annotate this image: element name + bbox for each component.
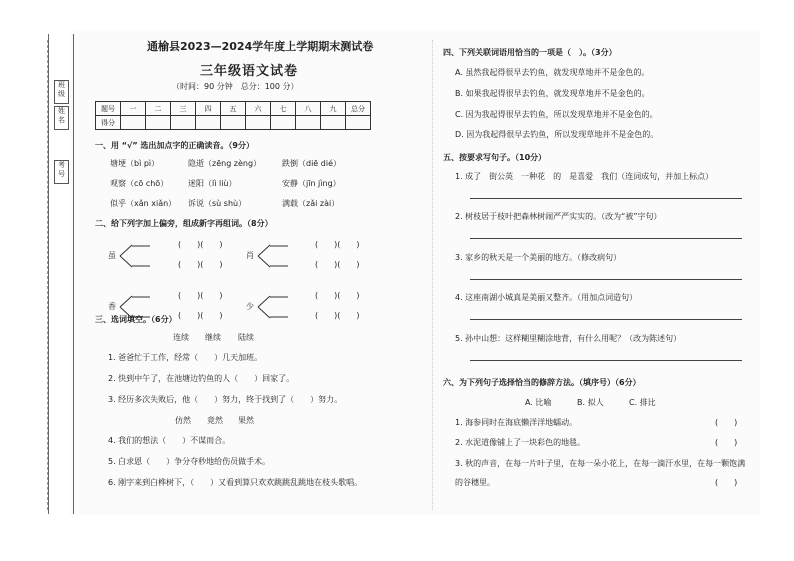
rhetoric-question: 3. 秋的声音，在每一片叶子里，在每一朵小花上，在每一滴汗水里，在每一颗饱满 [455,459,746,468]
score-blank[interactable] [296,116,321,130]
answer-paren[interactable]: ( ) [715,418,738,427]
radical-char: 少 [246,302,254,311]
word-blank[interactable]: ( )( ) [178,240,223,249]
score-table-header-row [96,102,371,116]
choice-option[interactable]: B. 如果我起得很早去钓鱼，就发现草地并不是金色的。 [455,89,650,98]
score-blank[interactable] [171,116,196,130]
pinyin-item[interactable]: 跌倒（diē dié） [282,159,341,168]
score-blank[interactable] [146,116,171,130]
choice-option[interactable]: C. 因为我起得很早去钓鱼，所以发现草地并不是金色的。 [455,110,658,119]
section-4-title: 四、下列关联词语用恰当的一项是（ ）。（3分） [443,48,617,57]
fill-question[interactable]: 3. 经历多次失败后，他（ ）努力，终于找到了（ ）努力。 [108,395,343,404]
section-2-title: 二、给下列字加上偏旁，组成新字再组词。（8分） [95,219,273,228]
score-blank[interactable] [196,116,221,130]
score-cell: 得分 [96,116,121,130]
word-option: 仿然 [175,416,191,425]
score-cell: 一 [121,102,146,116]
fill-question[interactable]: 5. 白求恩（ ）争分夺秒地给伤员做手术。 [108,457,271,466]
pinyin-item[interactable]: 迷阳（lì liù） [188,179,237,188]
score-blank[interactable] [271,116,296,130]
pinyin-item[interactable]: 似乎（xǎn xiǎn） [110,199,177,208]
radical-char: 肖 [246,251,254,260]
score-cell: 三 [171,102,196,116]
word-blank[interactable]: ( )( ) [315,291,360,300]
rewrite-question: 2. 树枝居于枝叶把森林树闹严严实实的。（改为“被”字句） [455,212,662,221]
binding-label-class: 班级 [54,80,69,104]
score-blank[interactable] [221,116,246,130]
radical-char: 虽 [108,251,116,260]
fill-question[interactable]: 4. 我们的想法（ ）不谋而合。 [108,436,231,445]
binding-label-number: 考号 [54,160,69,184]
score-cell: 七 [271,102,296,116]
radical-char: 香 [108,302,116,311]
rewrite-question: 3. 家乡的秋天是一个美丽的地方。（修改病句） [455,253,622,262]
word-blank[interactable]: ( )( ) [178,291,223,300]
section-6-title: 六、为下列句子选择恰当的修辞方法。（填序号）（6分） [443,378,641,387]
rhetoric-question: 1. 海参同时在海底懒洋洋地蠕动。 [455,418,578,427]
word-option: 继续 [205,333,221,342]
answer-line[interactable] [470,238,742,239]
exam-subtitle: 三年级语文试卷 [200,64,299,79]
score-table-score-row [96,116,371,130]
rewrite-question: 4. 这座南湖小城真是美丽又整齐。（用加点词造句） [455,293,638,302]
answer-paren[interactable]: ( ) [715,438,738,447]
answer-line[interactable] [470,279,742,280]
rewrite-question: 5. 孙中山想：这样糊里糊涂地背，有什么用呢？（改为陈述句） [455,334,682,343]
score-table [95,101,371,130]
exam-title: 通榆县2023—2024学年度上学期期末测试卷 [147,40,374,53]
score-blank[interactable] [321,116,346,130]
score-cell: 六 [246,102,271,116]
pinyin-item[interactable]: 隐逝（zēng zèng） [188,159,262,168]
answer-line[interactable] [470,198,742,199]
pinyin-item[interactable]: 诉说（sù shù） [188,199,247,208]
score-blank[interactable] [346,116,371,130]
rhetoric-question-cont: 的谷穗里。 [455,478,495,487]
word-option: 果然 [238,416,254,425]
word-blank[interactable]: ( )( ) [178,311,223,320]
word-option: 陆续 [238,333,254,342]
score-cell: 题号 [96,102,121,116]
word-option: 竟然 [207,416,223,425]
binding-label-name: 姓名 [54,106,69,130]
score-blank[interactable] [246,116,271,130]
section-1-title: 一、用 “√” 选出加点字的正确读音。（9分） [95,141,254,150]
fill-question[interactable]: 2. 快到中午了，在池塘边钓鱼的人（ ）回家了。 [108,374,295,383]
rhetoric-option: A. 比喻 [525,398,552,407]
choice-option[interactable]: D. 因为我起得很早去钓鱼，所以发现草地并不是金色的。 [455,130,659,139]
page-divider [432,40,433,510]
rhetoric-option: C. 排比 [629,398,656,407]
word-blank[interactable]: ( )( ) [315,240,360,249]
answer-line[interactable] [470,360,742,361]
word-blank[interactable]: ( )( ) [315,260,360,269]
score-cell: 总分 [346,102,371,116]
exam-meta: （时间：90 分钟 总分：100 分） [172,82,299,91]
answer-line[interactable] [470,319,742,320]
fill-question[interactable]: 6. 刚字来到白桦树下，（ ）又看到算只欢欢跳跳乱跳地在枝头歌唱。 [108,478,363,487]
word-option: 连续 [173,333,189,342]
pinyin-item[interactable]: 安静（jīn jìng） [282,179,341,188]
score-blank[interactable] [121,116,146,130]
score-cell: 二 [146,102,171,116]
choice-option[interactable]: A. 虽然我起得很早去钓鱼，就发现草地并不是金色的。 [455,68,650,77]
word-blank[interactable]: ( )( ) [178,260,223,269]
word-blank[interactable]: ( )( ) [315,311,360,320]
score-cell: 四 [196,102,221,116]
rhetoric-question: 2. 水泥道像铺上了一块彩色的地毯。 [455,438,586,447]
rewrite-question: 1. 成了 街公英 一种花 的 是喜爱 我们（连词成句，并加上标点） [455,172,714,181]
fill-question[interactable]: 1. 爸爸忙于工作，经常（ ）几天加班。 [108,353,263,362]
answer-paren[interactable]: ( ) [715,478,738,487]
pinyin-item[interactable]: 塘埂（bì pì） [110,159,160,168]
section-5-title: 五、按要求写句子。（10分） [443,153,547,162]
rhetoric-option: B. 拟人 [577,398,604,407]
pinyin-item[interactable]: 观察（cō chō） [110,179,169,188]
score-cell: 八 [296,102,321,116]
section-3-title: 三、选词填空。（6分） [95,315,177,324]
pinyin-item[interactable]: 满载（zǎi zài） [282,199,340,208]
score-cell: 五 [221,102,246,116]
score-cell: 九 [321,102,346,116]
